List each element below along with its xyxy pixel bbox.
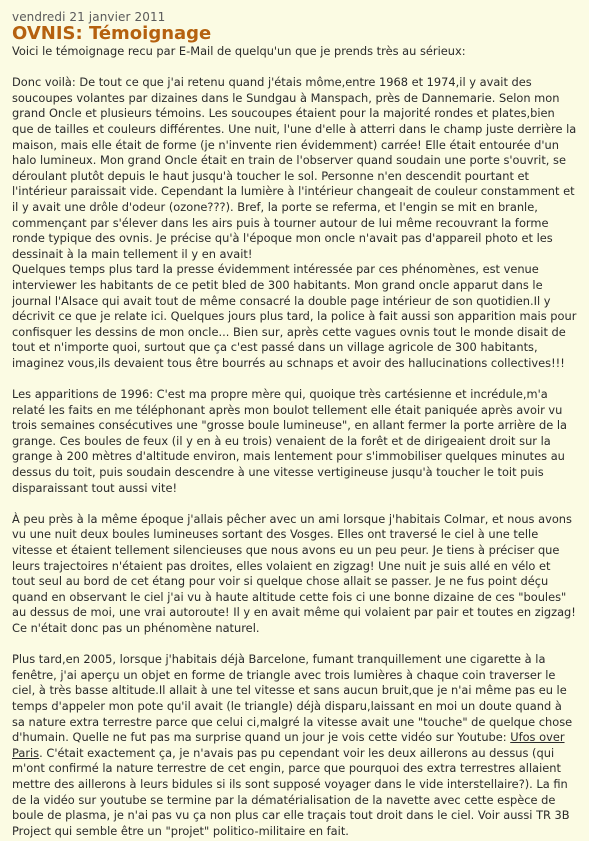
post-paragraph-text: Plus tard,en 2005, lorsque j'habitais déjà Barcelone, fumant tranquillement une cigarette à la fenêtre, j'ai aperçu un objet en forme de triangle avec trois lumières à chaque coin traverser le ciel, à très basse altitude.Il allait à une tel vitesse et sans aucun bruit,que je n'ai même pas eu le temps d'appeler mon pote qu'il avait (le triangle) déjà disparu,laissant en moi un doute quand à sa nature extra terrestre parce que celui ci,malgré la vitesse avait une "touche" de quelque chose d'humain. Quelle ne fut pas ma surprise quand un jour je vois cette vidéo sur Youtube: — [12, 652, 573, 745]
post-paragraph-text: . C'était exactement ça, je n'avais pas pu cependant voir les deux aillerons au dessus (qui m'ont confirmé la nature terrestre de cet engin, parce que pourquoi des extra terrestres allaient mettre des aillerons à leurs bidules si ils sont supposé voyager dans le vide interstellaire?). La fin de la vidéo sur youtube se termine par la dématérialisation de la navette avec cette espèce de boule de plasma, je n'ai pas vu ça non plus car elle traçais tout droit dans le ciel. Voir aussi TR 3B Project qui semble être un "projet" politico-militaire en fait. — [12, 745, 570, 838]
ufos-over-paris-link[interactable]: Ufos over Paris — [12, 730, 565, 760]
post-paragraph: À peu près à la même époque j'allais pêcher avec un ami lorsque j'habitais Colmar, et nous avons vu une nuit deux boules lumineuses sortant des Vosges. Elles ont traversé le ciel à une telle vitesse et étaient tellement silencieuses que nous avons eu un peu peur. Je tiens à préciser que leurs trajectoires n'étaient pas droites, elles volaient en zigzag! Une nuit je suis allé en vélo et tout seul au bord de cet étang pour voir si quelque chose allait se passer. Je ne fus point déçu quand en observant le ciel j'ai vu à haute altitude cette fois ci une bonne dizaine de ces "boules" au dessus de moi, une vrai autoroute! Il y en avait même qui volaient par pair et toutes en zigzag! Ce n'était donc pas un phénomène naturel. — [12, 511, 576, 635]
post-paragraph: Quelques temps plus tard la presse évidemment intéressée par ces phénomènes, est venue interviewer les habitants de ce petit bled de 300 habitants. Mon grand oncle apparut dans le journal l'Alsace qui avait tout de même consacré la double page intérieur de son quotidien.Il y décrivit ce que je relate ici. Quelques jours plus tard, la police à fait aussi son apparition mais pour confisquer les dessins de mon oncle... Bien sur, après cette vagues ovnis tout le monde disait de tout et n'importe quoi, surtout que ça c'est passé dans un village agricole de 300 habitants, imaginez vous,ils devaient tous être bourrés au schnaps et avoir des hallucinations collectives!!! — [12, 262, 577, 370]
post-title[interactable]: OVNIS: Témoignage — [12, 23, 212, 44]
post-paragraph: Les apparitions de 1996: C'est ma propre mère qui, quoique très cartésienne et incrédule,m'a relaté les faits en me téléphonant après mon boulot tellement elle était paniquée après avoir vu trois semaines consécutives une "grosse boule lumineuse", en allant fermer la porte arrière de la grange. Ces boules de feux (il y en à eu trois) venaient de la forêt et de dirigeaient droit sur la grange à 200 mètres d'altitude environ, mais lentement pour s'immobiliser quelques minutes au dessus du toit, puis soudain descendre à une vitesse vertigineuse jusqu'à toucher le toit puis disparaissant tout aussi vite! — [12, 387, 568, 495]
post-paragraph-last — [12, 652, 577, 839]
post-body — [12, 44, 577, 839]
post-date: vendredi 21 janvier 2011 — [12, 10, 166, 24]
post-intro: Voici le témoignage recu par E-Mail de quelqu'un que je prends très au sérieux: — [12, 44, 466, 58]
post-paragraph: Donc voilà: De tout ce que j'ai retenu quand j'étais môme,entre 1968 et 1974,il y avait des soucoupes volantes par dizaines dans le Sundgau à Manspach, près de Dannemarie. Selon mon grand Oncle et plusieurs témoins. Les soucoupes étaient pour la majorité rondes et plates,bien que de tailles et couleurs différentes. Une nuit, l'une d'elle à atterri dans le champ juste derrière la maison, mais elle était de forme (je n'invente rien évidemment) carrée! Elle était entourée d'un halo lumineux. Mon grand Oncle était en train de l'observer quand soudain une porte s'ouvrit, se déroulant plutôt depuis le haut jusqu'à toucher le sol. Personne n'en descendit pourtant et l'intérieur paraissait vide. Cependant la lumière à l'intérieur changeait de couleur constamment et il y avait une drôle d'odeur (ozone???). Bref, la porte se referma, et l'engin se mit en branle, commençant par s'élever dans les airs puis à tourner autour de lui même recouvrant la forme ronde typique des ovnis. Je précise qu'à l'époque mon oncle n'avait pas d'appareil photo et les dessinait à la main tellement il y en avait! — [12, 75, 577, 261]
